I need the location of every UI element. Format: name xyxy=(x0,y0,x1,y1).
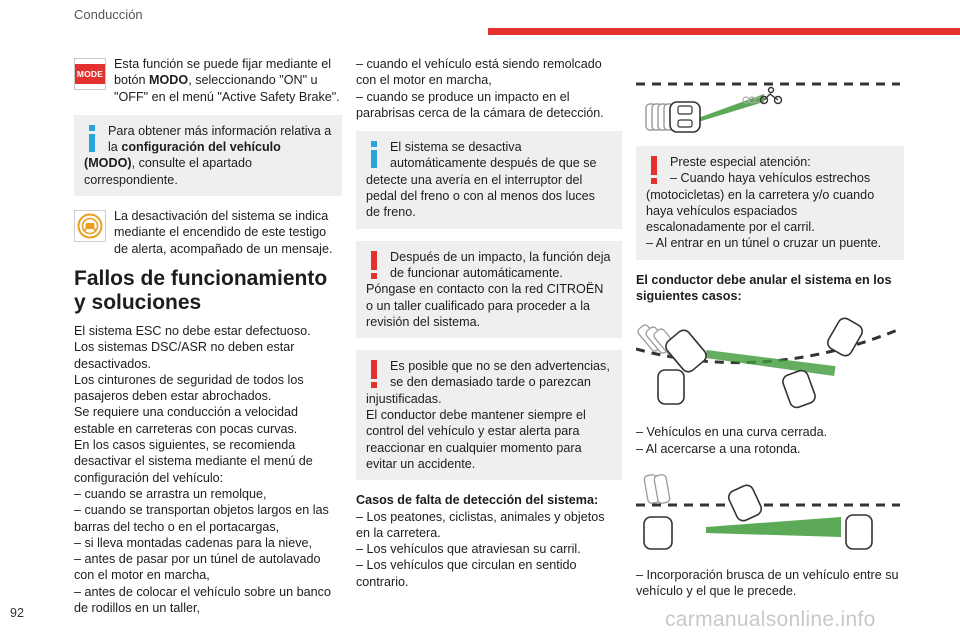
override-title: El conductor debe anular el sistema en los siguientes casos: xyxy=(636,272,892,304)
body-line: – si lleva montadas cadenas para la nieve, xyxy=(74,535,313,550)
alert-text: La desactivación del sistema se indica mediante el encendido de este testigo de alerta, acompañado de un mensaje. xyxy=(114,209,333,256)
body-line: – Los peatones, ciclistas, animales y objetos en la carretera. xyxy=(356,509,605,540)
body-line: – Al acercarse a una rotonda. xyxy=(636,441,801,456)
warning-text: Después de un impacto, la función deja de funcionar automáticamente. Póngase en contacto con la red CITROËN o un taller cualificado para proceder a la revisión del sistema. xyxy=(366,249,611,329)
mode-icon-label: MODE xyxy=(75,64,105,84)
column-3 xyxy=(636,56,904,600)
body-line: – antes de colocar el vehículo sobre un banco de rodillos en un taller, xyxy=(74,584,331,616)
body-line: – antes de pasar por un túnel de autolavado con el motor en marcha, xyxy=(74,552,321,583)
cut-in-scenario-figure xyxy=(636,467,904,557)
mode-paragraph xyxy=(74,56,342,105)
body-line: – cuando el vehículo está siendo remolcado con el motor en marcha, xyxy=(356,57,602,88)
warning-text: Preste especial atención: xyxy=(670,155,811,169)
column-1 xyxy=(74,56,342,616)
info-text: El sistema se desactiva automáticamente después de que se detecte una avería en el interruptor del pedal del freno o con al menos dos luces de freno. xyxy=(366,140,597,220)
section-header: Conducción xyxy=(74,7,143,22)
body-line: Se requiere una conducción a velocidad estable en carreteras con pocas curvas. xyxy=(74,405,299,436)
warning-box-attention xyxy=(636,146,904,260)
warning-icon xyxy=(366,360,382,388)
body-line: – Incorporación brusca de un vehículo entre su vehículo y el que le precede. xyxy=(636,567,899,599)
mode-text: Esta función se puede fijar mediante el botón MODO, seleccionando "ON" u "OFF" en el menú "Active Safety Brake". xyxy=(114,57,340,104)
body-line: – Vehículos en una curva cerrada. xyxy=(636,425,828,440)
body-line: – cuando se arrastra un remolque, xyxy=(74,486,267,501)
motorcycle-detection-figure xyxy=(636,56,904,136)
body-line: – Los vehículos que atraviesan su carril. xyxy=(356,542,581,557)
warning-icon xyxy=(646,156,662,184)
warning-text: – Al entrar en un túnel o cruzar un puente. xyxy=(646,236,882,251)
body-line: En los casos siguientes, se recomienda desactivar el sistema mediante el menú de configuración del vehículo: xyxy=(74,438,313,485)
section-heading: Fallos de funcionamiento y soluciones xyxy=(74,266,328,314)
warning-box-impact xyxy=(356,241,622,338)
warning-text: El conductor debe mantener siempre el control del vehículo y estar alerta para reaccionar en cualquier momento para evitar un accidente. xyxy=(366,408,586,471)
page-number: 92 xyxy=(10,606,24,620)
info-icon xyxy=(366,141,382,169)
warning-text: Es posible que no se den advertencias, se den demasiado tarde o parezcan injustificadas. xyxy=(366,359,610,406)
body-line: – cuando se produce un impacto en el parabrisas cerca de la cámara de detección. xyxy=(356,89,604,120)
body-line: Los cinturones de seguridad de todos los pasajeros deben estar abrochados. xyxy=(74,372,304,404)
body-line: – cuando se transportan objetos largos en las barras del techo o en el portacargas, xyxy=(74,503,329,534)
warning-text: – Cuando haya vehículos estrechos (motocicletas) en la carretera y/o cuando haya vehículos espaciados escalonadamente por el carril. xyxy=(646,171,875,235)
body-line: – Los vehículos que circulan en sentido contrario. xyxy=(356,558,577,589)
header-accent-bar xyxy=(488,28,960,35)
body-line: Los sistemas DSC/ASR no deben estar desactivados. xyxy=(74,340,295,371)
collision-warning-lamp-icon xyxy=(74,210,106,242)
warning-icon xyxy=(366,251,382,279)
cases-title: Casos de falta de detección del sistema: xyxy=(356,493,599,508)
body-line: El sistema ESC no debe estar defectuoso. xyxy=(74,323,311,338)
info-box-config xyxy=(74,115,342,196)
mode-button-icon xyxy=(74,58,106,90)
info-icon xyxy=(84,125,100,153)
column-2 xyxy=(356,56,622,590)
warning-box-alerts xyxy=(356,350,622,480)
curve-scenario-figure xyxy=(636,314,904,414)
alert-paragraph xyxy=(74,208,342,257)
info-box-deactivation xyxy=(356,131,622,228)
info-text: Para obtener más información relativa a la configuración del vehículo (MODO), consulte el apartado correspondiente. xyxy=(84,123,332,187)
watermark: carmanualsonline.info xyxy=(665,608,876,631)
